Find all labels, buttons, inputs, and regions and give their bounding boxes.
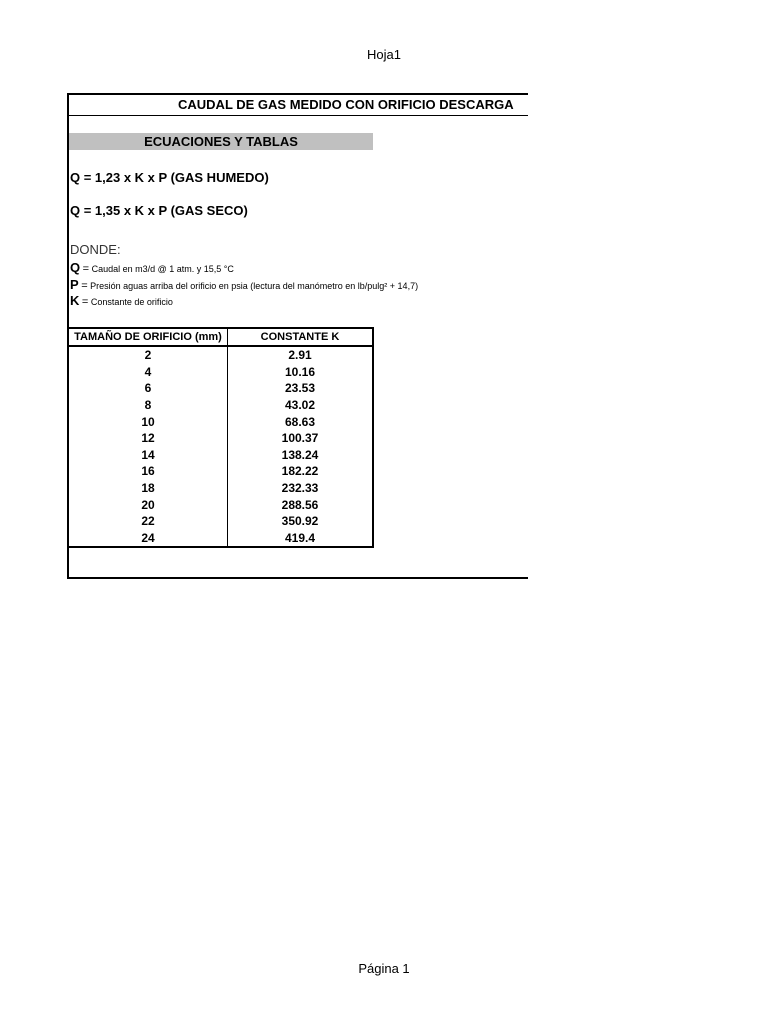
title-row [69, 95, 528, 116]
page-title: CAUDAL DE GAS MEDIDO CON ORIFICIO DESCARGA [178, 97, 514, 112]
definition-equals: = [82, 263, 90, 275]
definition-symbol: Q [70, 260, 81, 275]
orifice-size-cell: 6 [144, 381, 152, 396]
table-row [69, 346, 373, 364]
constant-k-cell: 68.63 [228, 413, 374, 430]
definition-text: Constante de orificio [90, 297, 173, 307]
orifice-size-cell: 16 [141, 464, 155, 479]
orifice-size-cell: 2 [144, 348, 152, 363]
orifice-size-cell: 20 [141, 497, 155, 512]
table-row [69, 447, 373, 464]
equation-dry-gas: Q = 1,35 x K x P (GAS SECO) [70, 203, 248, 218]
definition-equals: = [81, 296, 89, 308]
column-header-constant-k: CONSTANTE K [228, 328, 374, 346]
constant-k-cell: 232.33 [228, 480, 374, 497]
table-header-row [69, 328, 373, 346]
definition-text: Presión aguas arriba del orificio en psia (lectura del manómetro en lb/pulg² + 14,7) [90, 281, 419, 291]
table-row [69, 380, 373, 397]
orifice-size-cell: 8 [144, 398, 152, 413]
definition-k [70, 293, 173, 308]
section-header: ECUACIONES Y TABLAS [69, 133, 373, 150]
table-row [69, 480, 373, 497]
constant-k-cell: 100.37 [228, 430, 374, 447]
table-row [69, 530, 373, 548]
orifice-size-cell: 24 [69, 530, 228, 548]
constant-k-cell: 138.24 [228, 447, 374, 464]
where-label: DONDE: [70, 242, 121, 257]
definition-text: Caudal en m3/d @ 1 atm. y 15,5 °C [91, 264, 234, 274]
orifice-size-cell: 10 [141, 414, 155, 429]
table-row [69, 496, 373, 513]
definition-p [70, 277, 418, 292]
orifice-constant-table [69, 327, 374, 548]
table-row [69, 413, 373, 430]
table-row [69, 364, 373, 381]
definition-equals: = [81, 280, 88, 292]
constant-k-cell: 288.56 [228, 496, 374, 513]
orifice-size-cell: 18 [141, 481, 155, 496]
constant-k-cell: 419.4 [228, 530, 374, 548]
constant-k-cell: 182.22 [228, 463, 374, 480]
constant-k-cell: 43.02 [228, 397, 374, 414]
constant-k-cell: 10.16 [228, 364, 374, 381]
orifice-size-cell: 22 [141, 514, 155, 529]
page-number-footer: Página 1 [358, 961, 410, 976]
constant-k-cell: 2.91 [228, 346, 374, 364]
definition-symbol: P [70, 277, 79, 292]
orifice-size-cell: 14 [141, 447, 155, 462]
sheet-frame [67, 93, 528, 579]
table-row [69, 513, 373, 530]
table-row [69, 397, 373, 414]
orifice-size-cell: 4 [144, 364, 152, 379]
definition-symbol: K [70, 293, 80, 308]
table-row [69, 430, 373, 447]
orifice-size-cell: 12 [141, 431, 155, 446]
constant-k-cell: 350.92 [228, 513, 374, 530]
sheet-name-header: Hoja1 [367, 47, 401, 62]
constant-k-cell: 23.53 [228, 380, 374, 397]
equation-wet-gas: Q = 1,23 x K x P (GAS HUMEDO) [70, 170, 269, 185]
definition-q [70, 260, 234, 275]
table-row [69, 463, 373, 480]
column-header-orifice-size: TAMAÑO DE ORIFICIO (mm) [69, 328, 228, 346]
